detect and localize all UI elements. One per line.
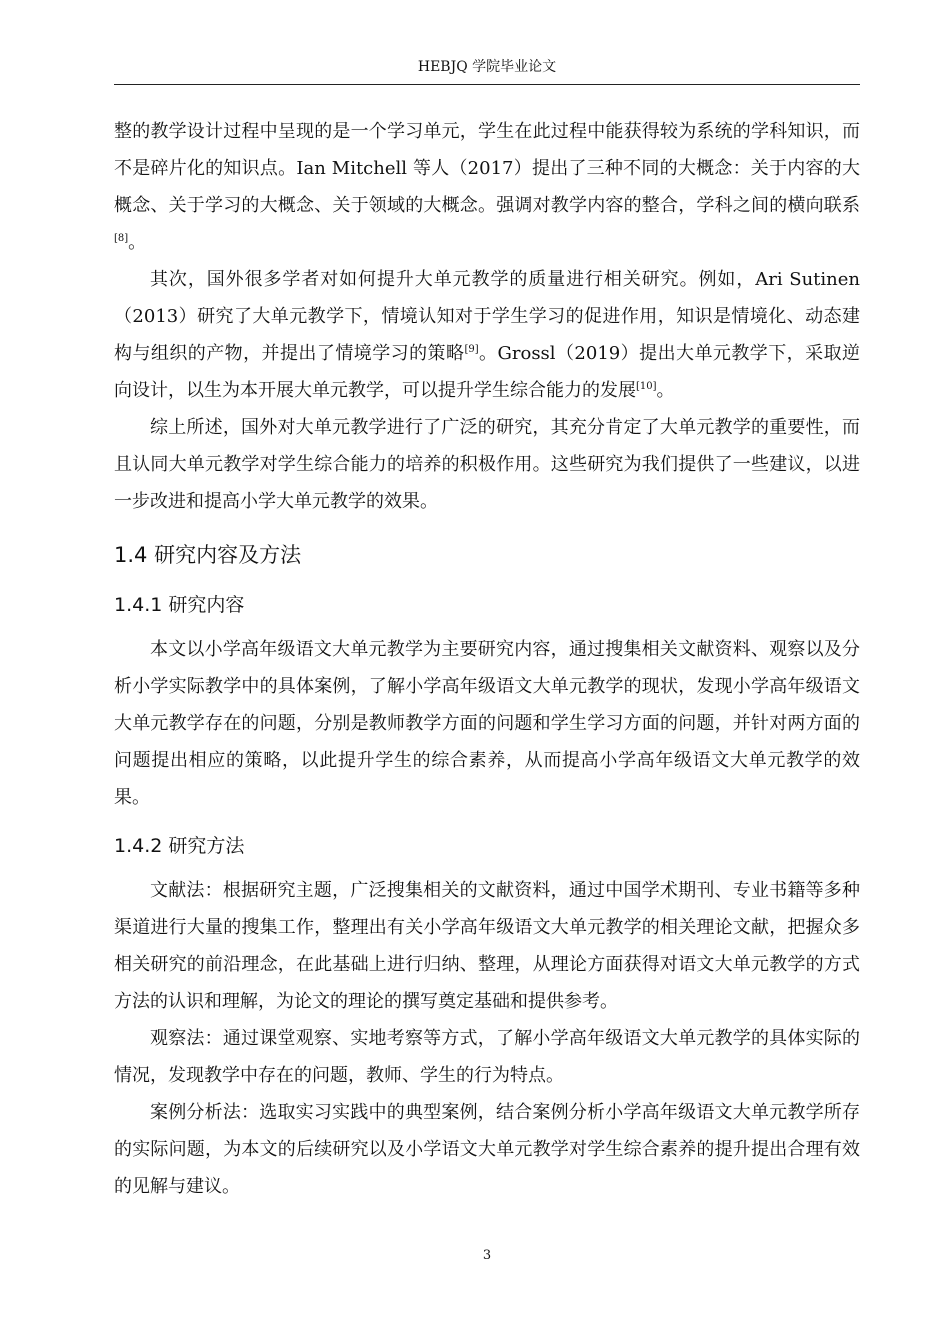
paragraph-observation-method: 观察法：通过课堂观察、实地考察等方式，了解小学高年级语文大单元教学的具体实际的情况，发现教学中存在的问题，教师、学生的行为特点。 — [114, 1028, 860, 1086]
page-number: 3 — [482, 1248, 492, 1263]
paragraph-text: 整的教学设计过程中呈现的是一个学习单元，学生在此过程中能获得较为系统的学科知识，而不是碎片化的知识点。Ian Mitchell 等人（2017）提出了三种不同的大概念：关于内容的大概念、关于学习的大概念、关于领域的大概念。强调对教学内容的整合，学科之间的横向联系 — [114, 121, 860, 216]
paragraph-summary: 综上所述，国外对大单元教学进行了广泛的研究，其充分肯定了大单元教学的重要性，而且认同大单元教学对学生综合能力的培养的积极作用。这些研究为我们提供了一些建议，以进一步改进和提高小学大单元教学的效果。 — [114, 417, 860, 512]
paragraph-foreign-research — [114, 261, 860, 409]
citation-8: [8] — [114, 233, 129, 244]
header-divider — [114, 84, 860, 85]
citation-9: [9] — [464, 344, 479, 355]
page-header: HEBJQ 学院毕业论文 — [417, 59, 557, 75]
subsection-heading-content: 1.4.1 研究内容 — [114, 594, 245, 616]
paragraph-end: 。 — [128, 232, 147, 253]
section-heading: 1.4 研究内容及方法 — [114, 543, 302, 567]
citation-10: [10] — [636, 381, 657, 392]
paragraph-case-analysis-method: 案例分析法：选取实习实践中的典型案例，结合案例分析小学高年级语文大单元教学所存的实际问题，为本文的后续研究以及小学语文大单元教学对学生综合素养的提升提出合理有效的见解与建议。 — [114, 1102, 860, 1197]
document-body — [114, 113, 860, 1205]
paragraph-end: 。 — [656, 380, 675, 401]
paragraph-literature-method: 文献法：根据研究主题，广泛搜集相关的文献资料，通过中国学术期刊、专业书籍等多种渠道进行大量的搜集工作，整理出有关小学高年级语文大单元教学的相关理论文献，把握众多相关研究的前沿理念，在此基础上进行归纳、整理，从理论方面获得对语文大单元教学的方式方法的认识和理解，为论文的理论的撰写奠定基础和提供参考。 — [114, 880, 860, 1012]
paragraph-text: 其次，国外很多学者对如何提升大单元教学的质量进行相关研究。例如，Ari Sutinen（2013）研究了大单元教学下，情境认知对于学生学习的促进作用，知识是情境化、动态建构与组织的产物，并提出了情境学习的策略 — [114, 269, 860, 364]
paragraph-research-content: 本文以小学高年级语文大单元教学为主要研究内容，通过搜集相关文献资料、观察以及分析小学实际教学中的具体案例，了解小学高年级语文大单元教学的现状，发现小学高年级语文大单元教学存在的问题，分别是教师教学方面的问题和学生学习方面的问题，并针对两方面的问题提出相应的策略，以此提升学生的综合素养，从而提高小学高年级语文大单元教学的效果。 — [114, 639, 860, 808]
paragraph-big-concepts — [114, 113, 860, 261]
subsection-heading-methods: 1.4.2 研究方法 — [114, 835, 245, 857]
paragraph-text: 。Grossl（2019）提出大单元教学下，采取逆向设计，以生为本开展大单元教学，可以提升学生综合能力的发展 — [114, 343, 861, 401]
